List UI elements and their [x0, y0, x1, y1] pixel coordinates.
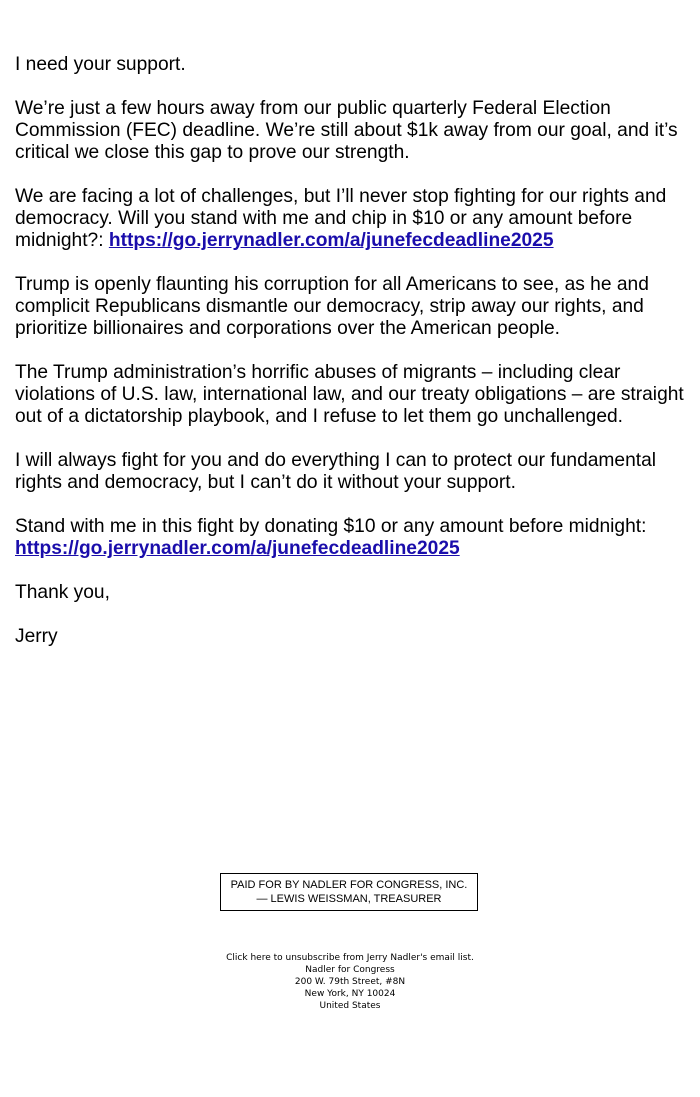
- deadline-paragraph: We’re just a few hours away from our public quarterly Federal Election Commission (FEC) deadline. We’re still about $1k away from our goal, and it’s critical we close this gap to prove our strength.: [15, 98, 678, 163]
- challenge-text: We are facing a lot of challenges, but I’ll never stop fighting for our rights and democracy. Will you stand with me and chip in $10 or any amount before midnight?:: [15, 186, 667, 251]
- donate-link-1[interactable]: https://go.jerrynadler.com/a/junefecdeadline2025: [108, 230, 554, 251]
- donate-link-2[interactable]: https://go.jerrynadler.com/a/junefecdeadline2025: [15, 538, 460, 559]
- email-footer: [0, 952, 700, 1012]
- footer-city: New York, NY 10024: [304, 989, 396, 999]
- challenge-paragraph: [15, 186, 695, 252]
- email-body: [15, 54, 695, 670]
- unsubscribe-link[interactable]: Click here to unsubscribe from Jerry Nadler's email list.: [226, 953, 474, 963]
- footer-country: United States: [319, 1001, 381, 1011]
- disclaimer-line-2: — LEWIS WEISSMAN, TREASURER: [256, 893, 442, 905]
- donate-text: Stand with me in this fight by donating $10 or any amount before midnight:: [15, 516, 647, 537]
- footer-org: Nadler for Congress: [305, 965, 395, 975]
- migrants-paragraph: The Trump administration’s horrific abuses of migrants – including clear violations of U.S. law, international law, and our treaty obligations – are straight out of a dictatorship playbook, and I refuse to let them go unchallenged.: [15, 362, 684, 427]
- greeting-paragraph: I need your support.: [15, 54, 186, 75]
- paid-for-disclaimer: [220, 873, 478, 911]
- corruption-paragraph: Trump is openly flaunting his corruption for all Americans to see, as he and complicit Republicans dismantle our democracy, strip away our rights, and prioritize billionaires and corporations over the American people.: [15, 274, 649, 339]
- disclaimer-line-1: PAID FOR BY NADLER FOR CONGRESS, INC.: [230, 879, 468, 891]
- donate-paragraph: [15, 516, 695, 560]
- closing-line: Thank you,: [15, 582, 110, 603]
- signature: Jerry: [15, 626, 58, 647]
- footer-street: 200 W. 79th Street, #8N: [294, 977, 406, 987]
- support-paragraph: I will always fight for you and do everything I can to protect our fundamental rights and democracy, but I can’t do it without your support.: [15, 450, 657, 493]
